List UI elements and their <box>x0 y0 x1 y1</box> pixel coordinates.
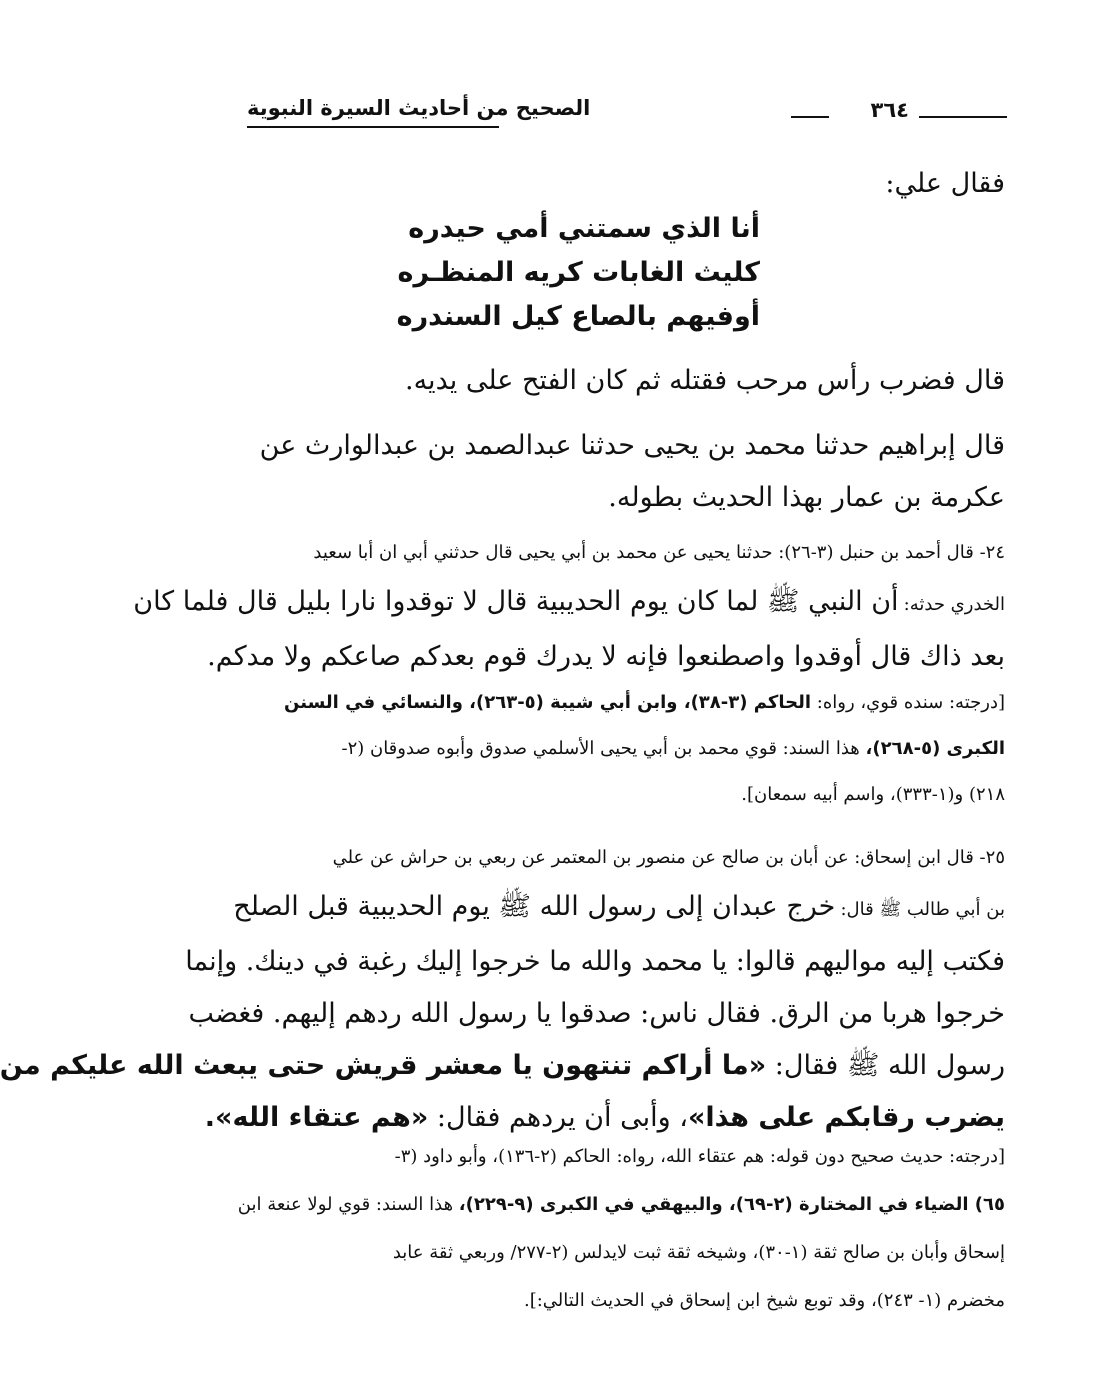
hadith-24-line-2-small: الخدري حدثه: <box>903 594 1005 615</box>
hadith-25-line-4: خرجوا هربا من الرق. فقال ناس: صدقوا يا رسول الله ردهم إليهم. فغضب <box>188 998 1005 1029</box>
hadith-25-line-2 <box>225 881 1005 936</box>
poem-line-2: كليث الغابات كريه المنظـره <box>397 257 760 288</box>
paragraph-1-line: قال فضرب رأس مرحب فقتله ثم كان الفتح على يديه. <box>405 365 1005 396</box>
poem-line-1: أنا الذي سمتني أمي حيدره <box>408 213 760 244</box>
grading-24-line-2-a: الكبرى (٥-٢٦٨)، <box>865 738 1005 759</box>
grading-25-line-2 <box>225 1181 1005 1229</box>
poem <box>397 207 760 339</box>
hadith-25-isnad: ٢٥- قال ابن إسحاق: عن أبان بن صالح عن منصور بن المعتمر عن ربعي بن حراش عن علي <box>332 847 1005 868</box>
grading-25-line-3: إسحاق وأبان بن صالح ثقة (١-٣٠)، وشيخه ثقة ثبت لايدلس (٢-٢٧٧/ وربعي ثقة عابد <box>392 1242 1005 1263</box>
header-underline <box>247 126 499 128</box>
hadith-25-line-3: فكتب إليه مواليهم قالوا: يا محمد والله ما خرجوا إليك رغبة في دينك. وإنما <box>185 946 1005 977</box>
hadith-24 <box>133 530 1005 683</box>
hadith-25-line-6-plain: ، وأبى أن يردهم فقال: <box>436 1102 688 1133</box>
page-number-rule-left <box>791 116 829 118</box>
hadith-25 <box>0 835 1005 1144</box>
grading-24-line-1-a: [درجته: سنده قوي، رواه: <box>816 692 1005 713</box>
grading-25-line-2-plain: هذا السند: قوي لولا عنعة ابن <box>237 1194 454 1215</box>
hadith-25-line-2-big: خرج عبدان إلى رسول الله ﷺ يوم الحديبية قبل الصلح <box>233 891 836 922</box>
paragraph-2 <box>225 420 1005 524</box>
paragraph-2-line-2: عكرمة بن عمار بهذا الحديث بطوله. <box>608 482 1005 513</box>
grading-25-line-1: [درجته: حديث صحيح دون قوله: هم عتقاء الله، رواه: الحاكم (٢-١٣٦)، وأبو داود (٣- <box>394 1146 1005 1167</box>
grading-24-line-2 <box>225 726 1005 772</box>
paragraph-2-line-1: قال إبراهيم حدثنا محمد بن يحيى حدثنا عبدالصمد بن عبدالوارث عن <box>259 430 1005 461</box>
hadith-25-line-6-bold-2: «هم عتقاء الله». <box>204 1102 429 1133</box>
hadith-25-line-2-small: بن أبي طالب ﷺ قال: <box>840 899 1005 920</box>
grading-24-line-3: ٢١٨) و(١-٣٣٣)، واسم أبيه سمعان]. <box>741 784 1005 805</box>
hadith-25-line-6-bold-1: يضرب رقابكم على هذا» <box>687 1102 1005 1133</box>
running-header <box>247 92 1007 132</box>
grading-25-line-2-bold: ٦٥) الضياء في المختارة (٢-٦٩)، والبيهقي في الكبرى (٩-٢٢٩)، <box>458 1194 1005 1215</box>
hadith-25-line-5-bold: «ما أراكم تنتهون يا معشر قريش حتى يبعث الله عليكم من <box>0 1050 767 1081</box>
page-number: ٣٦٤ <box>870 98 909 122</box>
hadith-25-line-5 <box>0 1040 1005 1092</box>
intro-speaker <box>225 158 1005 210</box>
grading-24-line-1-b: الحاكم (٣-٣٨)، وابن أبي شيبة (٥-٢٦٣)، والنسائي في السنن <box>284 692 812 713</box>
grading-25-line-4: مخضرم (١- ٢٤٣)، وقد توبع شيخ ابن إسحاق في الحديث التالي:]. <box>524 1290 1005 1311</box>
grading-24 <box>225 680 1005 818</box>
grading-24-line-1 <box>225 680 1005 726</box>
grading-25 <box>225 1133 1005 1325</box>
hadith-24-line-2 <box>133 576 1005 631</box>
hadith-24-isnad: ٢٤- قال أحمد بن حنبل (٣-٢٦): حدثنا يحيى عن محمد بن أبي يحيى قال حدثني أبي ان أبا سعيد <box>313 542 1005 563</box>
poem-line-3: أوفيهم بالصاع كيل السندره <box>396 301 760 332</box>
page-number-rule-right <box>919 116 1007 118</box>
hadith-24-line-3: بعد ذاك قال أوقدوا واصطنعوا فإنه لا يدرك قوم بعدكم صاعكم ولا مدكم. <box>207 641 1005 672</box>
speaker-line: فقال علي: <box>885 168 1005 199</box>
paragraph-1 <box>225 355 1005 407</box>
hadith-25-line-5-plain: رسول الله ﷺ فقال: <box>774 1050 1005 1081</box>
grading-24-line-2-b: هذا السند: قوي محمد بن أبي يحيى الأسلمي صدوق وأبوه صدوقان (٢- <box>341 738 860 759</box>
book-title: الصحيح من أحاديث السيرة النبوية <box>247 96 591 120</box>
hadith-24-line-2-big: أن النبي ﷺ لما كان يوم الحديبية قال لا توقدوا نارا بليل قال فلما كان <box>133 586 899 617</box>
